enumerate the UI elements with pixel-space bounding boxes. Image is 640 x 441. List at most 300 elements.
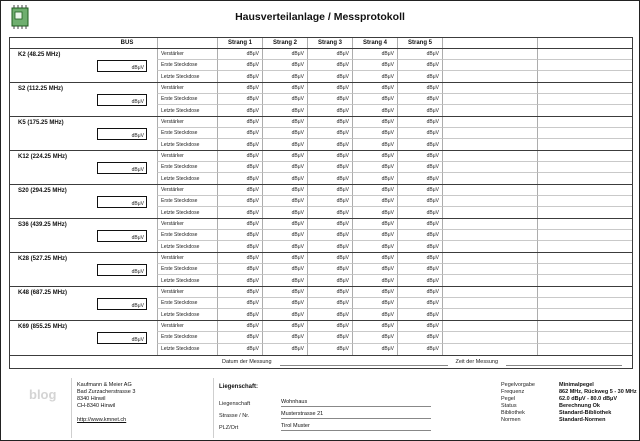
zeit-label: Zeit der Messung xyxy=(455,359,499,365)
value-input-cell[interactable] xyxy=(217,344,262,355)
unit-label: dBμV xyxy=(426,266,439,272)
value-input-cell[interactable] xyxy=(307,321,352,332)
liegenschaft-label: Liegenschaft xyxy=(219,401,251,407)
channel-label: S36 (439.25 MHz) xyxy=(18,222,67,228)
value-input-cell[interactable] xyxy=(217,162,262,173)
value-input-cell[interactable] xyxy=(262,83,307,94)
value-input-cell[interactable] xyxy=(307,71,352,82)
bus-input-field[interactable] xyxy=(97,230,147,242)
unit-label: dBμV xyxy=(131,268,144,275)
bus-input-field[interactable] xyxy=(97,128,147,140)
unit-label: dBμV xyxy=(131,336,144,343)
value-input-cell[interactable] xyxy=(307,117,352,128)
unit-label: dBμV xyxy=(291,334,304,341)
value-input-cell[interactable] xyxy=(262,60,307,71)
value-input-cell[interactable] xyxy=(352,230,397,241)
value-input-cell[interactable] xyxy=(397,139,442,150)
value-input-cell[interactable] xyxy=(262,173,307,184)
value-input-cell[interactable] xyxy=(397,83,442,94)
value-input-cell[interactable] xyxy=(352,275,397,286)
value-input-cell[interactable] xyxy=(397,128,442,139)
channel-label: K48 (687.25 MHz) xyxy=(18,290,68,296)
value-input-cell[interactable] xyxy=(352,344,397,355)
unit-label: dBμV xyxy=(426,187,439,193)
value-input-cell[interactable] xyxy=(307,230,352,241)
value-input-cell[interactable] xyxy=(262,241,307,252)
value-input-cell[interactable] xyxy=(217,253,262,264)
unit-label: dBμV xyxy=(336,334,349,341)
value-input-cell[interactable] xyxy=(262,309,307,320)
bus-cell xyxy=(97,83,157,116)
value-input-cell[interactable] xyxy=(352,196,397,207)
channel-label: K5 (175.25 MHz) xyxy=(18,120,64,126)
value-input-cell[interactable] xyxy=(352,117,397,128)
value-input-cell[interactable] xyxy=(397,264,442,275)
unit-label: dBμV xyxy=(381,311,394,318)
bus-input-field[interactable] xyxy=(97,298,147,310)
channel-name-cell xyxy=(10,321,97,355)
unit-label: dBμV xyxy=(246,96,259,102)
value-input-cell[interactable] xyxy=(307,94,352,105)
info-value: 62.0 dBμV - 80.0 dBμV xyxy=(559,396,618,402)
value-input-cell[interactable] xyxy=(352,241,397,252)
bus-cell xyxy=(97,321,157,355)
unit-label: dBμV xyxy=(246,107,259,114)
unit-label: dBμV xyxy=(291,289,304,295)
unit-label: dBμV xyxy=(381,187,394,193)
value-input-cell[interactable] xyxy=(307,332,352,343)
channel-block xyxy=(10,287,632,321)
value-input-cell[interactable] xyxy=(217,128,262,139)
value-input-cell[interactable] xyxy=(217,94,262,105)
value-input-cell[interactable] xyxy=(262,139,307,150)
empty-cell xyxy=(537,196,632,207)
unit-label: dBμV xyxy=(291,130,304,136)
bus-input-field[interactable] xyxy=(97,94,147,106)
unit-label: dBμV xyxy=(426,221,439,227)
unit-label: dBμV xyxy=(381,62,394,68)
empty-cell xyxy=(442,253,537,264)
bus-input-field[interactable] xyxy=(97,162,147,174)
value-input-cell[interactable] xyxy=(397,321,442,332)
measure-point-label: Erste Steckdose xyxy=(157,298,217,309)
value-input-cell[interactable] xyxy=(352,139,397,150)
unit-label: dBμV xyxy=(336,141,349,148)
zeit-input-line[interactable] xyxy=(506,358,622,366)
value-input-cell[interactable] xyxy=(307,60,352,71)
value-input-cell[interactable] xyxy=(217,151,262,162)
value-input-cell[interactable] xyxy=(307,275,352,286)
value-input-cell[interactable] xyxy=(307,83,352,94)
unit-label: dBμV xyxy=(291,277,304,284)
value-input-cell[interactable] xyxy=(397,287,442,298)
unit-label: dBμV xyxy=(381,221,394,227)
measure-point-label: Verstärker xyxy=(157,151,217,162)
unit-label: dBμV xyxy=(291,255,304,261)
unit-label: dBμV xyxy=(246,141,259,148)
value-input-cell[interactable] xyxy=(217,287,262,298)
header-spacer xyxy=(157,38,217,48)
value-input-cell[interactable] xyxy=(217,298,262,309)
bus-cell xyxy=(97,49,157,82)
company-block xyxy=(77,382,135,424)
value-input-cell[interactable] xyxy=(397,60,442,71)
value-input-cell[interactable] xyxy=(262,196,307,207)
unit-label: dBμV xyxy=(291,323,304,330)
value-input-cell[interactable] xyxy=(307,264,352,275)
unit-label: dBμV xyxy=(381,266,394,272)
value-input-cell[interactable] xyxy=(262,94,307,105)
unit-label: dBμV xyxy=(131,234,144,241)
unit-label: dBμV xyxy=(246,311,259,318)
unit-label: dBμV xyxy=(381,73,394,80)
empty-cell xyxy=(442,49,537,60)
channel-name-cell xyxy=(10,117,97,150)
info-value: Standard-Bibliothek xyxy=(559,410,612,416)
empty-cell xyxy=(442,105,537,116)
channel-name-cell xyxy=(10,287,97,320)
value-input-cell[interactable] xyxy=(352,287,397,298)
value-input-cell[interactable] xyxy=(217,275,262,286)
bus-input-field[interactable] xyxy=(97,264,147,276)
info-value: Standard-Normen xyxy=(559,417,606,423)
channel-name-cell xyxy=(10,151,97,184)
value-input-cell[interactable] xyxy=(307,219,352,230)
value-input-cell[interactable] xyxy=(397,196,442,207)
value-input-cell[interactable] xyxy=(307,173,352,184)
unit-label: dBμV xyxy=(381,255,394,261)
value-input-cell[interactable] xyxy=(262,49,307,60)
strasse-value-field[interactable]: Musterstrasse 21 xyxy=(281,411,431,419)
channel-block xyxy=(10,185,632,219)
unit-label: dBμV xyxy=(246,346,259,353)
datum-input-line[interactable] xyxy=(280,358,448,366)
value-input-cell[interactable] xyxy=(262,344,307,355)
value-input-cell[interactable] xyxy=(262,219,307,230)
unit-label: dBμV xyxy=(381,107,394,114)
unit-label: dBμV xyxy=(426,130,439,136)
value-input-cell[interactable] xyxy=(397,185,442,196)
unit-label: dBμV xyxy=(291,300,304,306)
unit-label: dBμV xyxy=(246,164,259,170)
page-title: Hausverteilanlage / Messprotokoll xyxy=(235,11,405,23)
empty-cell xyxy=(537,309,632,320)
unit-label: dBμV xyxy=(246,209,259,216)
channel-block xyxy=(10,321,632,355)
unit-label: dBμV xyxy=(336,175,349,182)
value-input-cell[interactable] xyxy=(397,173,442,184)
value-input-cell[interactable] xyxy=(397,275,442,286)
measure-point-label: Erste Steckdose xyxy=(157,196,217,207)
value-input-cell[interactable] xyxy=(352,253,397,264)
value-input-cell[interactable] xyxy=(397,162,442,173)
value-input-cell[interactable] xyxy=(352,219,397,230)
empty-cell xyxy=(537,185,632,196)
measure-point-label: Verstärker xyxy=(157,185,217,196)
value-input-cell[interactable] xyxy=(397,230,442,241)
empty-cell xyxy=(442,173,537,184)
value-input-cell[interactable] xyxy=(397,207,442,218)
value-input-cell[interactable] xyxy=(397,253,442,264)
company-city: 8340 Hinwil xyxy=(77,396,106,402)
value-input-cell[interactable] xyxy=(397,344,442,355)
empty-cell xyxy=(442,207,537,218)
value-input-cell[interactable] xyxy=(262,230,307,241)
info-label: Frequenz xyxy=(501,389,525,395)
unit-label: dBμV xyxy=(291,311,304,318)
value-input-cell[interactable] xyxy=(307,298,352,309)
value-input-cell[interactable] xyxy=(307,309,352,320)
value-input-cell[interactable] xyxy=(262,321,307,332)
measurement-grid xyxy=(10,38,632,355)
empty-cell xyxy=(442,151,537,162)
empty-cell xyxy=(537,344,632,355)
value-input-cell[interactable] xyxy=(397,94,442,105)
value-input-cell[interactable] xyxy=(352,332,397,343)
value-input-cell[interactable] xyxy=(352,71,397,82)
footer-divider xyxy=(213,378,214,438)
value-input-cell[interactable] xyxy=(262,207,307,218)
unit-label: dBμV xyxy=(336,164,349,170)
unit-label: dBμV xyxy=(381,243,394,250)
measure-point-label: Erste Steckdose xyxy=(157,162,217,173)
bus-input-field[interactable] xyxy=(97,332,147,344)
unit-label: dBμV xyxy=(336,73,349,80)
value-input-cell[interactable] xyxy=(397,71,442,82)
liegenschaft-value-field[interactable]: Wohnhaus xyxy=(281,399,431,407)
value-input-cell[interactable] xyxy=(217,241,262,252)
unit-label: dBμV xyxy=(426,164,439,170)
value-input-cell[interactable] xyxy=(262,332,307,343)
empty-cell xyxy=(537,117,632,128)
value-input-cell[interactable] xyxy=(352,298,397,309)
measure-point-label: Erste Steckdose xyxy=(157,264,217,275)
value-input-cell[interactable] xyxy=(307,207,352,218)
info-row xyxy=(501,410,637,417)
value-input-cell[interactable] xyxy=(352,173,397,184)
value-input-cell[interactable] xyxy=(352,94,397,105)
info-row xyxy=(501,417,637,424)
value-input-cell[interactable] xyxy=(352,309,397,320)
value-input-cell[interactable] xyxy=(352,207,397,218)
value-input-cell[interactable] xyxy=(217,173,262,184)
channel-label: K12 (224.25 MHz) xyxy=(18,154,68,160)
value-input-cell[interactable] xyxy=(262,264,307,275)
unit-label: dBμV xyxy=(336,51,349,57)
info-value: Berechnung Ok xyxy=(559,403,600,409)
value-input-cell[interactable] xyxy=(262,117,307,128)
value-input-cell[interactable] xyxy=(397,105,442,116)
value-input-cell[interactable] xyxy=(307,344,352,355)
unit-label: dBμV xyxy=(381,232,394,238)
unit-label: dBμV xyxy=(291,232,304,238)
value-input-cell[interactable] xyxy=(217,207,262,218)
value-input-cell[interactable] xyxy=(307,49,352,60)
value-input-cell[interactable] xyxy=(262,105,307,116)
value-input-cell[interactable] xyxy=(307,139,352,150)
value-input-cell[interactable] xyxy=(397,117,442,128)
value-input-cell[interactable] xyxy=(217,332,262,343)
empty-cell xyxy=(537,253,632,264)
unit-label: dBμV xyxy=(336,300,349,306)
unit-label: dBμV xyxy=(381,130,394,136)
unit-label: dBμV xyxy=(426,243,439,250)
value-input-cell[interactable] xyxy=(262,275,307,286)
value-input-cell[interactable] xyxy=(262,151,307,162)
value-input-cell[interactable] xyxy=(262,128,307,139)
value-input-cell[interactable] xyxy=(397,298,442,309)
measure-point-label: Erste Steckdose xyxy=(157,60,217,71)
value-input-cell[interactable] xyxy=(262,71,307,82)
value-input-cell[interactable] xyxy=(307,105,352,116)
channel-label: K2 (48.25 MHz) xyxy=(18,52,61,58)
value-input-cell[interactable] xyxy=(217,264,262,275)
unit-label: dBμV xyxy=(336,346,349,353)
company-url-link[interactable]: http://www.kmnet.ch xyxy=(77,417,127,423)
value-input-cell[interactable] xyxy=(217,230,262,241)
unit-label: dBμV xyxy=(291,73,304,80)
value-input-cell[interactable] xyxy=(352,264,397,275)
empty-cell xyxy=(442,60,537,71)
value-input-cell[interactable] xyxy=(217,321,262,332)
unit-label: dBμV xyxy=(246,221,259,227)
value-input-cell[interactable] xyxy=(397,151,442,162)
empty-cell xyxy=(537,49,632,60)
value-input-cell[interactable] xyxy=(352,162,397,173)
value-input-cell[interactable] xyxy=(352,185,397,196)
measurement-date-row xyxy=(10,355,632,368)
value-input-cell[interactable] xyxy=(262,185,307,196)
unit-label: dBμV xyxy=(381,323,394,330)
unit-label: dBμV xyxy=(291,243,304,250)
empty-cell xyxy=(442,71,537,82)
strang-column-header: Strang 5 xyxy=(397,38,442,48)
unit-label: dBμV xyxy=(336,243,349,250)
value-input-cell[interactable] xyxy=(352,60,397,71)
channel-name-cell xyxy=(10,219,97,252)
value-input-cell[interactable] xyxy=(217,185,262,196)
measure-point-label: Letzte Steckdose xyxy=(157,105,217,116)
value-input-cell[interactable] xyxy=(217,139,262,150)
value-input-cell[interactable] xyxy=(217,83,262,94)
unit-label: dBμV xyxy=(381,85,394,91)
value-input-cell[interactable] xyxy=(307,287,352,298)
value-input-cell[interactable] xyxy=(307,151,352,162)
unit-label: dBμV xyxy=(336,130,349,136)
info-row xyxy=(501,382,637,389)
channel-block xyxy=(10,219,632,253)
unit-label: dBμV xyxy=(131,302,144,309)
value-input-cell[interactable] xyxy=(307,253,352,264)
value-input-cell[interactable] xyxy=(397,332,442,343)
channel-block xyxy=(10,83,632,117)
value-input-cell[interactable] xyxy=(307,128,352,139)
value-input-cell[interactable] xyxy=(217,196,262,207)
empty-cell xyxy=(442,162,537,173)
value-input-cell[interactable] xyxy=(397,309,442,320)
value-input-cell[interactable] xyxy=(262,287,307,298)
value-input-cell[interactable] xyxy=(217,219,262,230)
unit-label: dBμV xyxy=(381,153,394,159)
channel-block xyxy=(10,117,632,151)
measure-point-label: Verstärker xyxy=(157,83,217,94)
value-input-cell[interactable] xyxy=(217,117,262,128)
value-input-cell[interactable] xyxy=(217,49,262,60)
value-input-cell[interactable] xyxy=(397,219,442,230)
unit-label: dBμV xyxy=(336,289,349,295)
value-input-cell[interactable] xyxy=(352,105,397,116)
value-input-cell[interactable] xyxy=(217,309,262,320)
channel-name-cell xyxy=(10,253,97,286)
value-input-cell[interactable] xyxy=(352,83,397,94)
unit-label: dBμV xyxy=(426,73,439,80)
unit-label: dBμV xyxy=(381,119,394,125)
value-input-cell[interactable] xyxy=(352,49,397,60)
unit-label: dBμV xyxy=(426,153,439,159)
value-input-cell[interactable] xyxy=(307,241,352,252)
value-input-cell[interactable] xyxy=(262,162,307,173)
unit-label: dBμV xyxy=(246,187,259,193)
unit-label: dBμV xyxy=(246,255,259,261)
value-input-cell[interactable] xyxy=(307,196,352,207)
value-input-cell[interactable] xyxy=(217,60,262,71)
measure-point-label: Verstärker xyxy=(157,117,217,128)
strasse-label: Strasse / Nr. xyxy=(219,413,250,419)
value-input-cell[interactable] xyxy=(217,105,262,116)
unit-label: dBμV xyxy=(336,221,349,227)
empty-cell xyxy=(442,117,537,128)
header-spacer xyxy=(537,38,632,48)
unit-label: dBμV xyxy=(336,277,349,284)
watermark: blog xyxy=(29,387,57,402)
measure-point-label: Verstärker xyxy=(157,287,217,298)
bus-cell xyxy=(97,219,157,252)
value-input-cell[interactable] xyxy=(352,151,397,162)
unit-label: dBμV xyxy=(246,277,259,284)
strang-column-header: Strang 4 xyxy=(352,38,397,48)
unit-label: dBμV xyxy=(246,232,259,238)
measure-point-label: Verstärker xyxy=(157,321,217,332)
bus-input-field[interactable] xyxy=(97,196,147,208)
bus-cell xyxy=(97,151,157,184)
value-input-cell[interactable] xyxy=(217,71,262,82)
info-row xyxy=(501,389,637,396)
value-input-cell[interactable] xyxy=(352,128,397,139)
unit-label: dBμV xyxy=(426,51,439,57)
plz-ort-value-field[interactable]: Tirol Muster xyxy=(281,423,431,431)
value-input-cell[interactable] xyxy=(397,241,442,252)
empty-cell xyxy=(537,332,632,343)
liegenschaft-block xyxy=(219,384,431,431)
unit-label: dBμV xyxy=(246,323,259,330)
unit-label: dBμV xyxy=(336,198,349,204)
value-input-cell[interactable] xyxy=(262,298,307,309)
empty-cell xyxy=(537,105,632,116)
value-input-cell[interactable] xyxy=(262,253,307,264)
unit-label: dBμV xyxy=(336,62,349,68)
value-input-cell[interactable] xyxy=(307,185,352,196)
bus-cell xyxy=(97,253,157,286)
empty-cell xyxy=(537,207,632,218)
value-input-cell[interactable] xyxy=(352,321,397,332)
unit-label: dBμV xyxy=(381,300,394,306)
unit-label: dBμV xyxy=(291,164,304,170)
value-input-cell[interactable] xyxy=(307,162,352,173)
value-input-cell[interactable] xyxy=(397,49,442,60)
empty-cell xyxy=(537,60,632,71)
unit-label: dBμV xyxy=(291,346,304,353)
bus-input-field[interactable] xyxy=(97,60,147,72)
